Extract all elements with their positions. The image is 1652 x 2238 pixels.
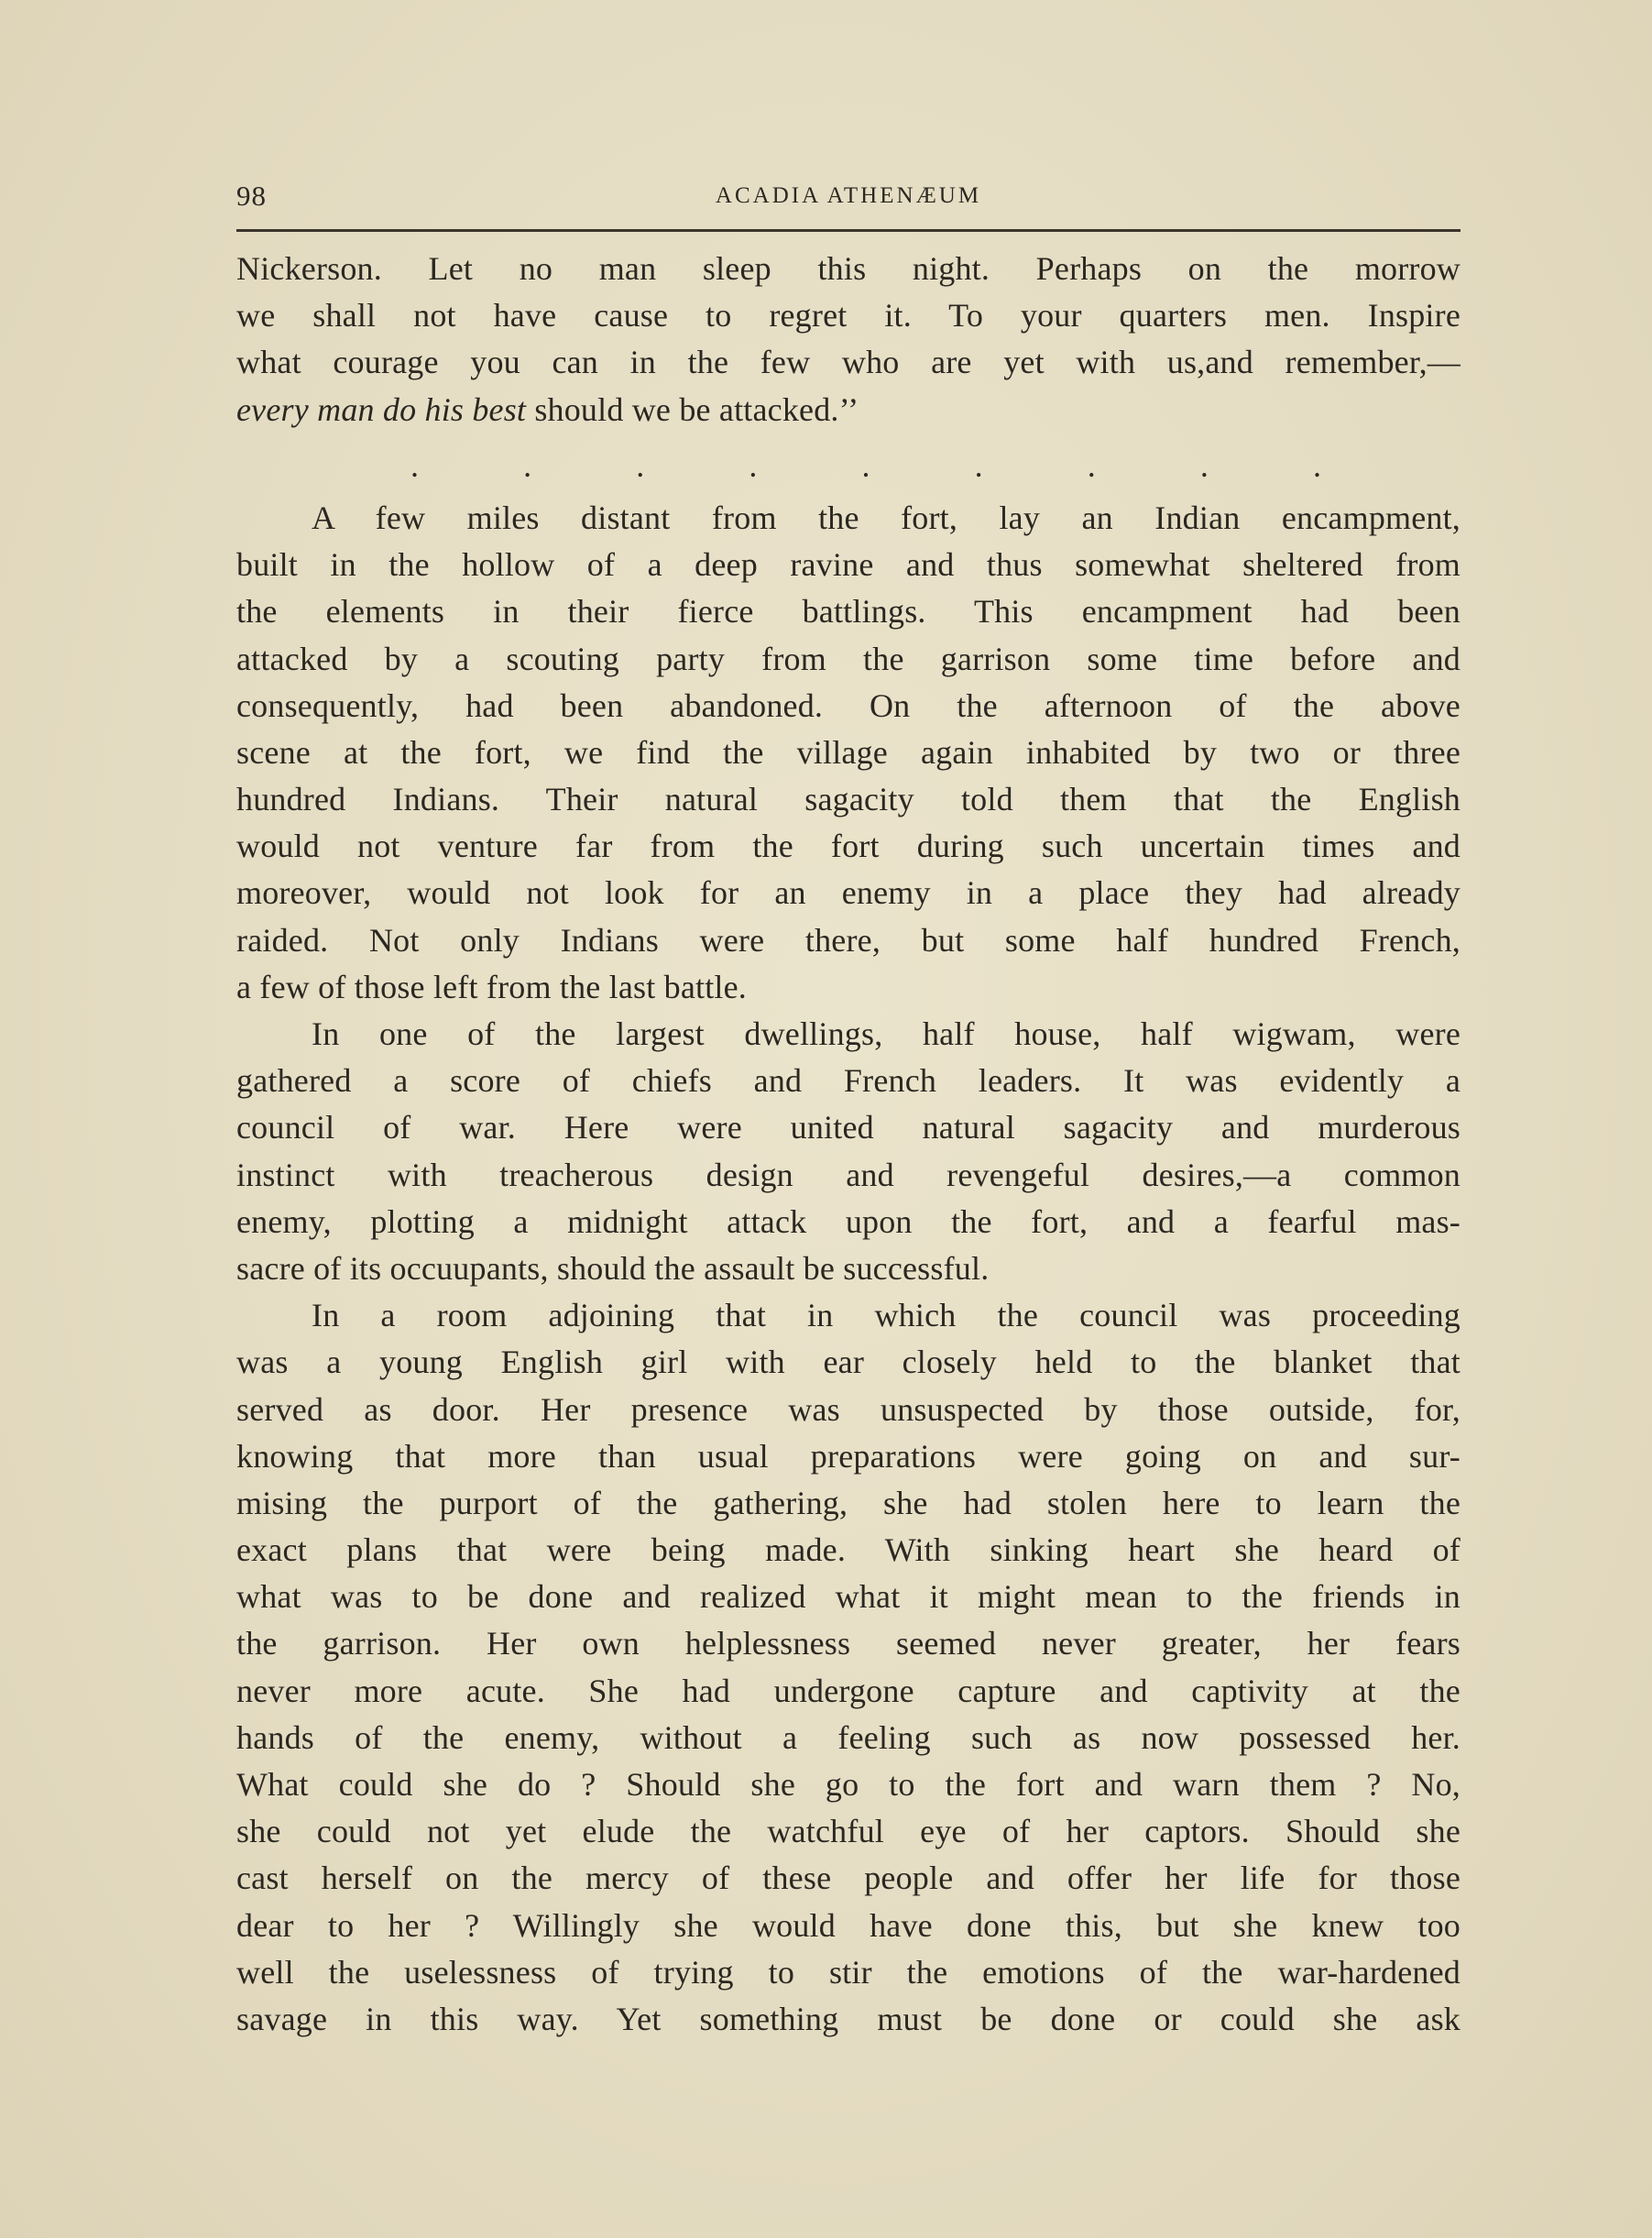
text-line: knowing that more than usual preparations were going on and sur- <box>236 1437 1461 1475</box>
paragraph-1 <box>236 246 1461 433</box>
text-line: sacre of its occuupants, should the assault be successful. <box>236 1249 990 1287</box>
text-line: In a room adjoining that in which the council was proceeding <box>312 1297 1461 1334</box>
text-line: exact plans that were being made. With sinking heart she heard of <box>236 1531 1461 1569</box>
running-head: ACADIA ATHENÆUM <box>715 183 982 208</box>
section-break-dots <box>236 443 1461 489</box>
text-line: built in the hollow of a deep ravine and thus somewhat sheltered from <box>236 546 1461 584</box>
text-line <box>236 387 1461 433</box>
page-number: 98 <box>236 180 267 212</box>
text-line: council of war. Here were united natural sagacity and murderous <box>236 1109 1461 1146</box>
text-line: served as door. Her presence was unsuspected by those outside, for, <box>236 1390 1461 1428</box>
ellipsis-dot: . <box>974 446 983 484</box>
text-line: what courage you can in the few who are yet with us,and remember,— <box>236 344 1461 381</box>
text-line: In one of the largest dwellings, half house, half wigwam, were <box>312 1015 1461 1052</box>
text-line: she could not yet elude the watchful eye of her captors. Should she <box>236 1813 1461 1850</box>
text-line: never more acute. She had undergone capture and captivity at the <box>236 1672 1461 1709</box>
text-line: was a young English girl with ear closely held to the blanket that <box>236 1344 1461 1381</box>
paragraph-4 <box>236 1292 1461 2043</box>
text-line: we shall not have cause to regret it. To your quarters men. Inspire <box>236 297 1461 335</box>
ellipsis-dot: . <box>749 446 758 484</box>
text-line: would not venture far from the fort during such uncertain times and <box>236 828 1461 865</box>
text-line: gathered a score of chiefs and French leaders. It was evidently a <box>236 1062 1461 1100</box>
text-line: mising the purport of the gathering, she had stolen here to learn the <box>236 1484 1461 1521</box>
ellipsis-dot: . <box>410 446 419 484</box>
text-line: cast herself on the mercy of these people and offer her life for those <box>236 1860 1461 1897</box>
text-line: moreover, would not look for an enemy in a place they had already <box>236 874 1461 912</box>
page-header <box>236 180 1461 220</box>
text-line: raided. Not only Indians were there, but some half hundred French, <box>236 921 1461 959</box>
text-line: the garrison. Her own helplessness seemed never greater, her fears <box>236 1625 1461 1662</box>
italic-phrase: every man do his best <box>236 390 527 428</box>
text-line: consequently, had been abandoned. On the afternoon of the above <box>236 686 1461 724</box>
body-text <box>236 246 1461 2043</box>
text-line: Nickerson. Let no man sleep this night. Perhaps on the morrow <box>236 250 1461 287</box>
ellipsis-dot: . <box>861 446 870 484</box>
ellipsis-dot: . <box>1199 446 1209 484</box>
ellipsis-dot: . <box>636 446 645 484</box>
text-fragment: should we be attacked.’’ <box>526 390 859 428</box>
paragraph-2 <box>236 495 1461 1011</box>
text-line: hundred Indians. Their natural sagacity told them that the English <box>236 781 1461 818</box>
paragraph-3 <box>236 1011 1461 1292</box>
text-line: A few miles distant from the fort, lay an Indian encampment, <box>312 499 1461 536</box>
text-line: attacked by a scouting party from the garrison some time before and <box>236 640 1461 677</box>
ellipsis-dot: . <box>1087 446 1096 484</box>
header-rule <box>236 229 1461 232</box>
text-line: What could she do ? Should she go to the fort and warn them ? No, <box>236 1766 1461 1803</box>
text-line: what was to be done and realized what it might mean to the friends in <box>236 1578 1461 1616</box>
text-line: dear to her ? Willingly she would have done this, but she knew too <box>236 1906 1461 1944</box>
text-line: instinct with treacherous design and revengeful desires,—a common <box>236 1156 1461 1193</box>
text-line: enemy, plotting a midnight attack upon the fort, and a fearful mas- <box>236 1202 1461 1240</box>
text-line: hands of the enemy, without a feeling such as now possessed her. <box>236 1718 1461 1756</box>
text-line: savage in this way. Yet something must be done or could she ask <box>236 2000 1461 2037</box>
ellipsis-dot: . <box>523 446 532 484</box>
text-line: a few of those left from the last battle. <box>236 968 748 1005</box>
ellipsis-dot: . <box>1313 446 1321 484</box>
text-line: the elements in their fierce battlings. This encampment had been <box>236 593 1461 631</box>
text-line: well the uselessness of trying to stir the emotions of the war-hardened <box>236 1953 1461 1991</box>
text-line: scene at the fort, we find the village again inhabited by two or three <box>236 733 1461 771</box>
